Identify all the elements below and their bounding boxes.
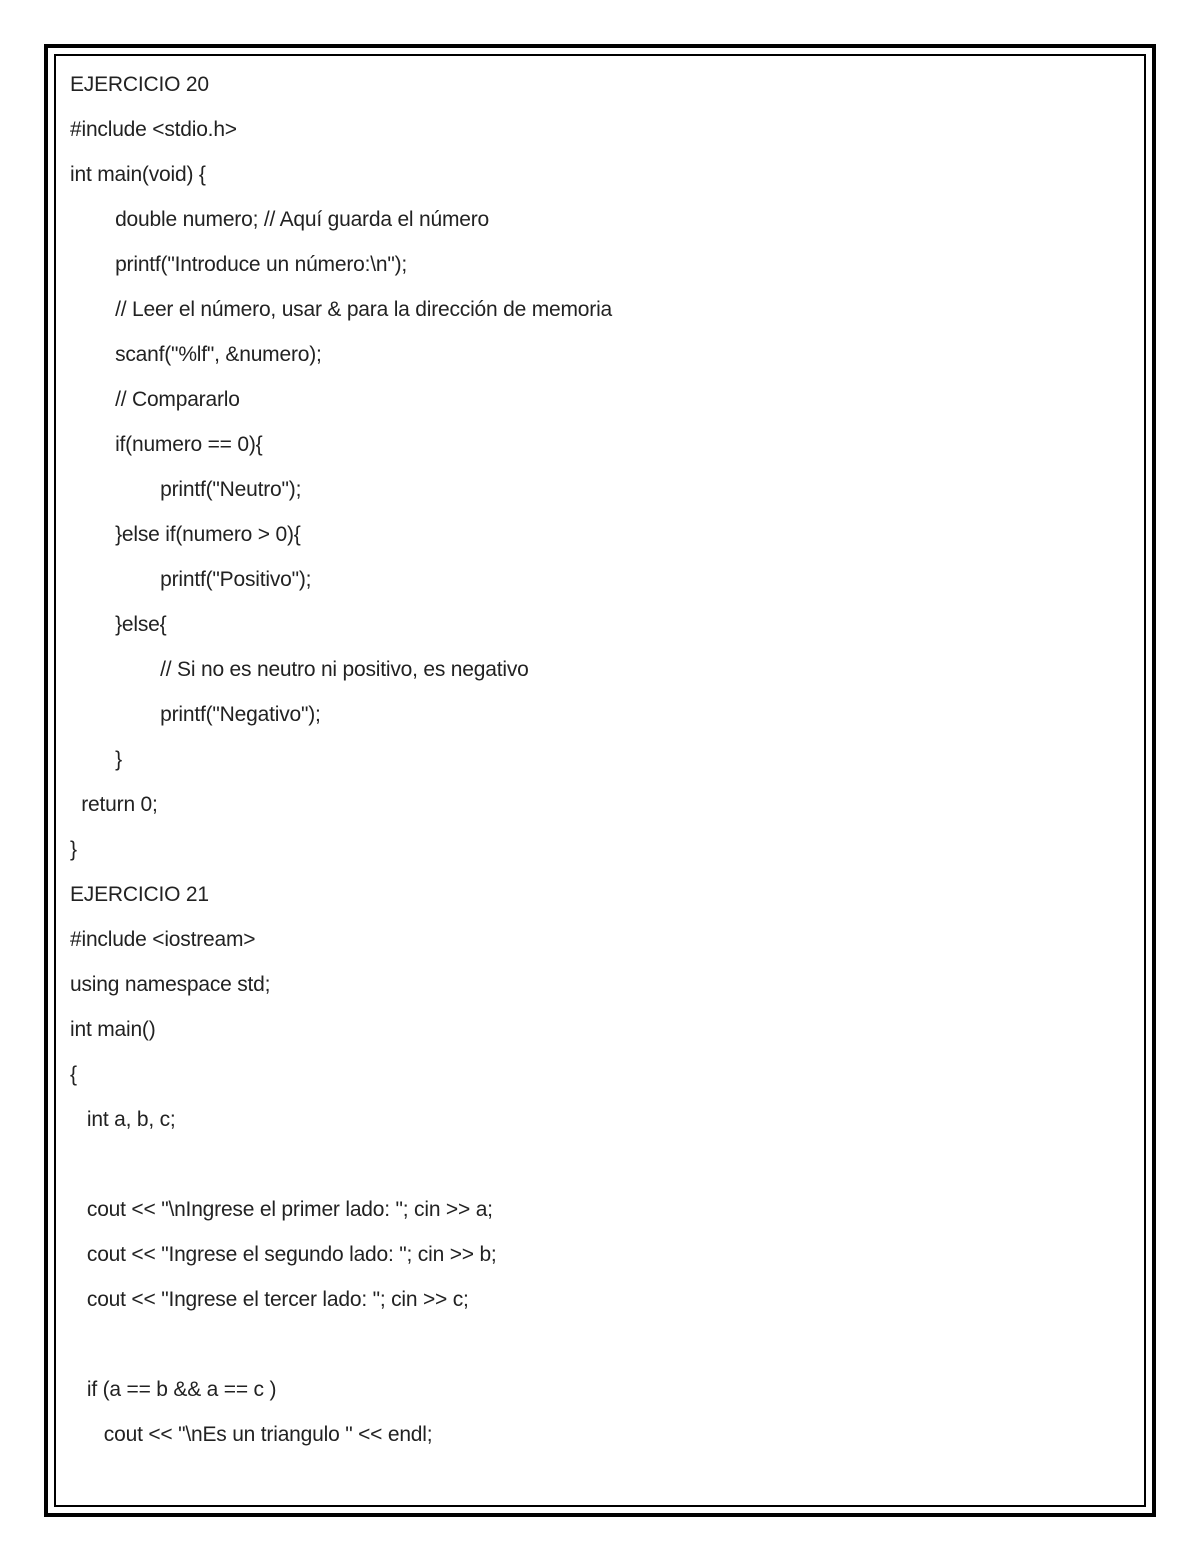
code-line: }else{: [70, 613, 167, 636]
code-line: int main(): [70, 1018, 156, 1041]
code-line: scanf("%lf", &numero);: [70, 343, 322, 366]
code-line: printf("Introduce un número:\n");: [70, 253, 408, 276]
code-line: printf("Neutro");: [70, 478, 302, 501]
code-line: double numero; // Aquí guarda el número: [70, 208, 490, 231]
code-line: }: [70, 838, 77, 861]
code-line: cout << "\nEs un triangulo " << endl;: [70, 1423, 433, 1446]
code-line: int main(void) {: [70, 163, 206, 186]
code-line: #include <iostream>: [70, 928, 256, 951]
code-line: // Compararlo: [70, 388, 240, 411]
code-line: int a, b, c;: [70, 1108, 176, 1131]
code-line: return 0;: [70, 793, 158, 816]
code-line: cout << "\nIngrese el primer lado: "; cin >> a;: [70, 1198, 493, 1221]
code-line: }else if(numero > 0){: [70, 523, 301, 546]
code-line: if(numero == 0){: [70, 433, 263, 456]
code-line: printf("Positivo");: [70, 568, 312, 591]
code-line: cout << "Ingrese el tercer lado: "; cin >> c;: [70, 1288, 469, 1311]
code-line: EJERCICIO 20: [70, 73, 209, 96]
code-line: }: [70, 748, 122, 771]
code-line: if (a == b && a == c ): [70, 1378, 277, 1401]
code-line: using namespace std;: [70, 973, 271, 996]
code-line: // Leer el número, usar & para la dirección de memoria: [70, 298, 613, 321]
code-line: #include <stdio.h>: [70, 118, 237, 141]
code-line: EJERCICIO 21: [70, 883, 209, 906]
code-line: // Si no es neutro ni positivo, es negativo: [70, 658, 529, 681]
code-line: printf("Negativo");: [70, 703, 321, 726]
code-line: {: [70, 1063, 77, 1086]
code-line: cout << "Ingrese el segundo lado: "; cin >> b;: [70, 1243, 497, 1266]
